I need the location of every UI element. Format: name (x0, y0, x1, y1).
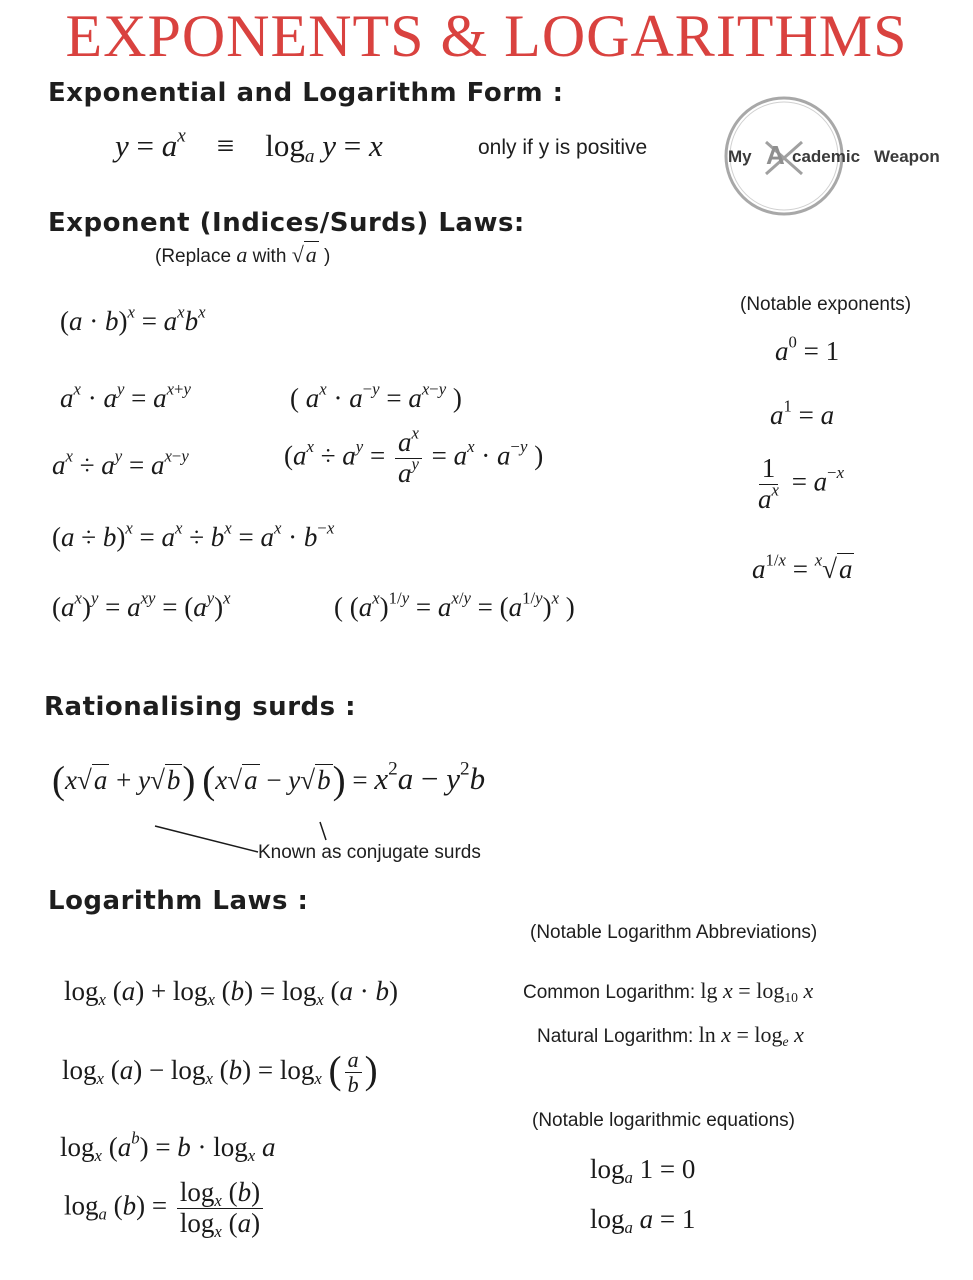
law-log-power: $\log_x (a^b) = b \cdot \log_x a$ (60, 1128, 276, 1166)
note-only-if-positive: only if y is positive (478, 136, 648, 159)
notable-log-base: $\log_a a = 1$ (590, 1204, 696, 1238)
natural-log-label: Natural Logarithm: (537, 1026, 694, 1047)
heading-notable-log-equations: (Notable logarithmic equations) (532, 1110, 795, 1131)
replace-left: (Replace (155, 246, 232, 267)
heading-logarithm-laws: Logarithm Laws : (48, 886, 309, 916)
heading-exponential-form: Exponential and Logarithm Form : (48, 78, 564, 108)
page-title: EXPONENTS & LOGARITHMS (65, 3, 908, 69)
heading-exponent-laws: Exponent (Indices/Surds) Laws: (48, 208, 525, 238)
replace-mid: with (252, 246, 287, 267)
notable-root-exponent: $a^{1/x} = ^x√a$ (752, 550, 853, 584)
notable-one-exponent: $a^1 = a$ (770, 396, 835, 430)
law-log-difference: $\log_x (a) - \log_x (b) = \log_x$ ( $\frac{a}{b}$ ) (62, 1047, 378, 1098)
heading-notable-abbreviations: (Notable Logarithm Abbreviations) (530, 922, 818, 943)
law-quotient-power: $(a \div b)^x = a^x \div b^x = a^x \cdot b^{-x}$ (52, 518, 335, 552)
common-logarithm-row: Common Logarithm: $\lg x = \log_{10} x$ (523, 978, 814, 1006)
equation-exp-log-form: $y = a^x$ ≡ $\log_a y = x$ (115, 125, 383, 167)
logo-text-weapon: Weapon (874, 147, 940, 166)
law-multiply-same-base: $a^x \cdot a^y = a^{x+y}$ (60, 379, 191, 413)
law-multiply-negative: ( $a^x \cdot a^{-y} = a^{x-y}$ ) (290, 379, 462, 413)
replace-right: ) (324, 246, 331, 267)
logo-text-my: My (728, 147, 752, 166)
note-replace-a: (Replace a with √a ) (155, 242, 331, 267)
logo-text-a: A (766, 140, 785, 170)
notable-zero-exponent: $a^0 = 1$ (775, 332, 840, 366)
law-power-of-power: $(a^x)^y = a^{xy} = (a^y)^x$ (52, 588, 231, 622)
logo-text-academic: cademic (792, 147, 861, 166)
law-root-power: ( $(a^x)^{1/y} = a^{x/y} = (a^{1/y})^x$ ) (334, 588, 575, 622)
law-product-power: $(a \cdot b)^x = a^xb^x$ (60, 302, 206, 336)
law-log-sum: $\log_x (a) + \log_x (b) = \log_x (a \cdot b)$ (64, 976, 399, 1010)
law-change-of-base: $\log_a (b)$ = $\frac{\log_x (b)}{\log_x (a)}$ (64, 1178, 266, 1238)
notable-negative-exponent: $\frac{1}{a^x}$ = $a^{-x}$ (758, 453, 845, 514)
note-conjugate-surds: Known as conjugate surds (258, 842, 481, 863)
common-log-label: Common Logarithm: (523, 982, 696, 1003)
law-divide-fraction: ($a^x \div a^y$ = $\frac{a^x}{a^y}$ = $a^x \cdot a^{-y}$ ) (284, 423, 544, 488)
heading-notable-exponents: (Notable exponents) (740, 294, 912, 315)
equation-conjugate-surds: (x√a + y√b) $(x√a - y√b) = x^2a - y^2b$ (52, 758, 486, 802)
natural-logarithm-row: Natural Logarithm: $\ln x = \log_e x$ (537, 1022, 804, 1050)
law-divide-same-base: $a^x \div a^y = a^{x-y}$ (52, 446, 189, 480)
heading-rationalising-surds: Rationalising surds : (44, 692, 357, 722)
academic-weapon-logo (718, 94, 940, 218)
notable-log-one: $\log_a 1 = 0$ (590, 1154, 696, 1188)
